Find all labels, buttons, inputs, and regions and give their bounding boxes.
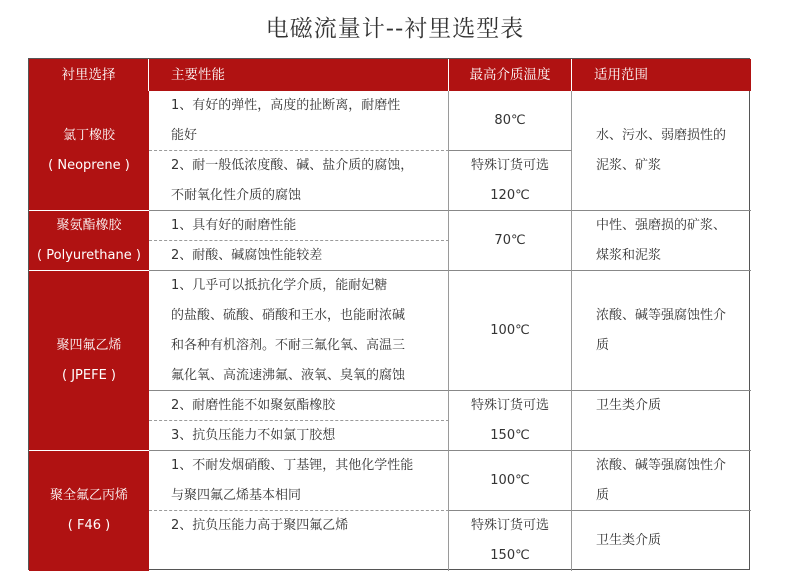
property-line: 2、耐一般低浓度酸、碱、盐介质的腐蚀， (149, 151, 449, 181)
temperature-value (449, 91, 572, 151)
property-line: 3、抗负压能力不如氯丁胶想 (149, 421, 449, 451)
property-line: 1、具有好的耐磨性能 (149, 211, 449, 241)
temperature-text: 100℃ (490, 322, 530, 338)
category-f46 (29, 451, 149, 571)
property-line: 和各种有机溶剂。不耐三氟化氧、高温三 (149, 331, 449, 361)
category-neoprene (29, 91, 149, 211)
header-lining: 衬里选择 (29, 59, 149, 91)
property-line: 的盐酸、硫酸、硝酸和王水，也能耐浓碱 (149, 301, 449, 331)
category-name-en: ( F46 ) (67, 518, 111, 533)
category-name: 氯丁橡胶 (62, 127, 115, 143)
special-order-text: 特殊订货可选 (470, 157, 549, 173)
temperature-text: 120℃ (490, 187, 530, 203)
application-line: 质 (596, 337, 610, 353)
page-title: 电磁流量计--衬里选型表 (265, 16, 525, 42)
category-polyurethane (29, 211, 149, 271)
category-name: 聚全氟乙丙烯 (49, 488, 128, 503)
application-scope (572, 391, 751, 451)
application-scope (572, 91, 751, 211)
special-order-text: 特殊订货可选 (470, 397, 549, 413)
category-name: 聚四氟乙烯 (56, 337, 122, 353)
category-name-en: ( Polyurethane ) (37, 247, 141, 263)
property-line: 1、几乎可以抵抗化学介质，能耐妃糖 (149, 271, 449, 301)
property-line: 与聚四氟乙烯基本相同 (149, 481, 449, 511)
application-scope (572, 271, 751, 391)
category-name-en: ( Neoprene ) (48, 157, 130, 173)
header-max-temp: 最高介质温度 (449, 59, 572, 91)
application-line: 浓酸、碱等强腐蚀性介 (596, 457, 727, 473)
property-line: 不耐氧化性介质的腐蚀 (149, 181, 449, 211)
application-scope (572, 511, 751, 571)
property-line-empty (149, 541, 449, 571)
category-name: 聚氨酯橡胶 (56, 217, 122, 233)
property-line: 1、有好的弹性，高度的扯断离，耐磨性 (149, 91, 449, 121)
temperature-value (449, 511, 572, 571)
temperature-value (449, 271, 572, 391)
header-application: 适用范围 (572, 59, 751, 91)
temperature-value (449, 451, 572, 511)
category-name-en: ( JPEFE ) (62, 367, 116, 383)
application-line: 中性、强磨损的矿浆、 (596, 217, 727, 233)
property-line: 2、耐磨性能不如聚氨酯橡胶 (149, 391, 449, 421)
application-line: 卫生类介质 (596, 533, 662, 548)
application-line: 质 (596, 487, 610, 503)
application-line: 浓酸、碱等强腐蚀性介 (596, 307, 727, 323)
temperature-value (449, 391, 572, 451)
temperature-text: 100℃ (490, 472, 530, 488)
property-line: 1、不耐发烟硝酸、丁基锂，其他化学性能 (149, 451, 449, 481)
application-scope (572, 451, 751, 511)
application-line: 煤浆和泥浆 (596, 247, 662, 263)
temperature-text: 150℃ (490, 548, 530, 563)
application-line: 水、污水、弱磨损性的 (596, 127, 727, 143)
temperature-value (449, 211, 572, 271)
property-line: 2、抗负压能力高于聚四氟乙烯 (149, 511, 449, 541)
special-order-text: 特殊订货可选 (470, 518, 549, 533)
application-scope (572, 211, 751, 271)
category-ptfe (29, 271, 149, 451)
temperature-text: 70℃ (494, 232, 526, 248)
temperature-text: 150℃ (490, 427, 530, 443)
application-line: 泥浆、矿浆 (596, 157, 662, 173)
temperature-text: 80℃ (494, 112, 526, 128)
temperature-value (449, 151, 572, 211)
header-performance: 主要性能 (149, 59, 449, 91)
application-line: 卫生类介质 (596, 398, 662, 413)
property-line: 能好 (149, 121, 449, 151)
property-line: 氟化氧、高流速沸氟、液氧、臭氧的腐蚀 (149, 361, 449, 391)
property-line: 2、耐酸、碱腐蚀性能较差 (149, 241, 449, 271)
lining-selection-table (28, 58, 750, 570)
